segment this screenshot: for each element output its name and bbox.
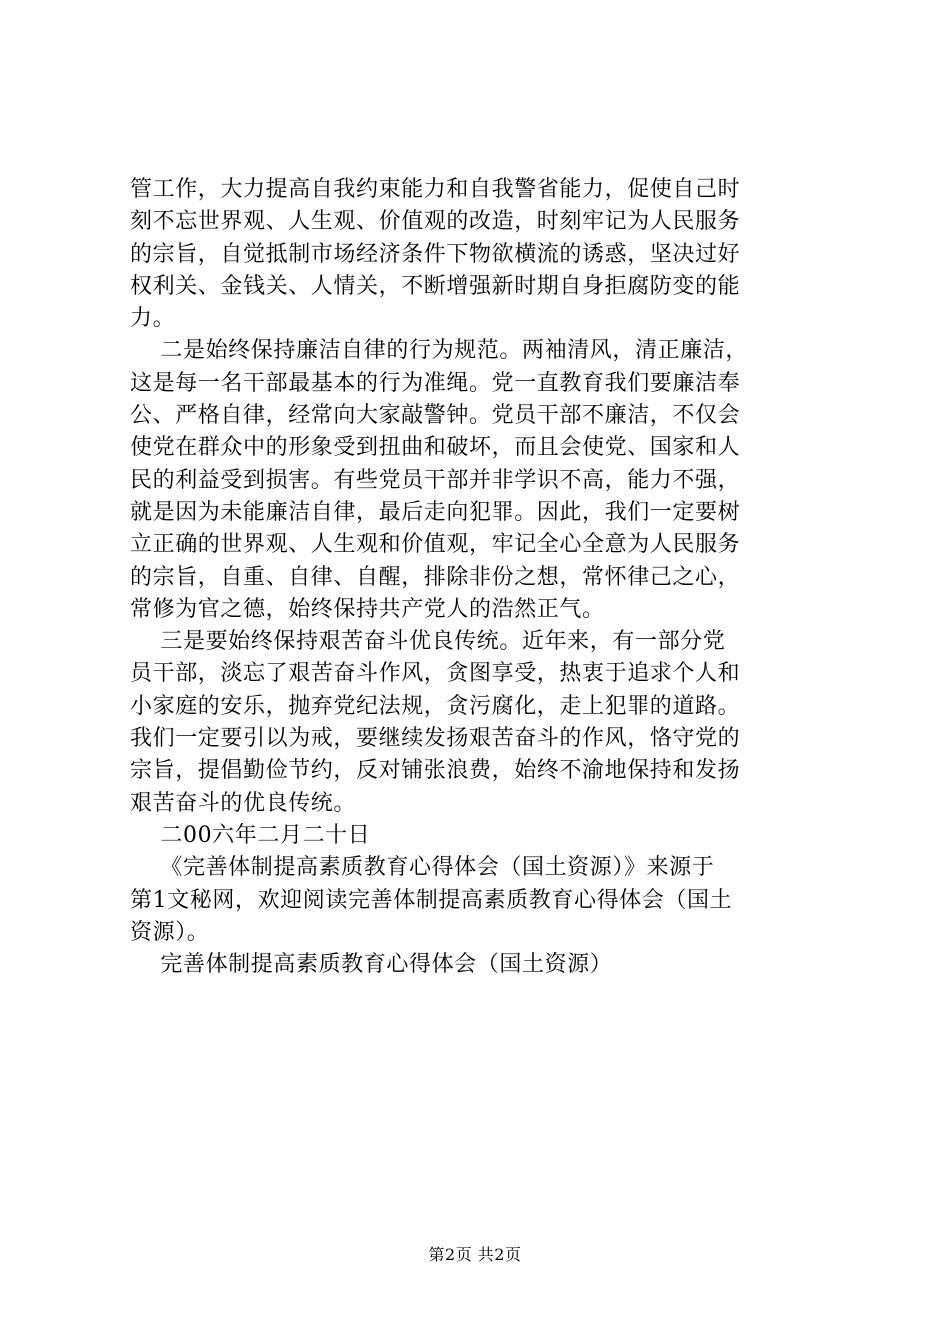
page-footer: 第2页 共2页 [428, 1245, 522, 1264]
text-line: 完善体制提高素质教育心得体会（国土资源） [130, 952, 613, 978]
text-line: 三是要始终保持艰苦奋斗优良传统。近年来，有一部分党 [130, 629, 726, 655]
text-line: 刻不忘世界观、人生观、价值观的改造，时刻牢记为人民服务 [130, 209, 741, 235]
text-line: 权利关、金钱关、人情关，不断增强新时期自身拒腐防变的能 [130, 273, 741, 299]
text-line: 管工作，大力提高自我约束能力和自我警省能力，促使自己时 [130, 177, 741, 202]
date-line: 二00六年二月二十日 [130, 822, 371, 848]
text-line: 公、严格自律，经常向大家敲警钟。党员干部不廉洁，不仅会 [130, 403, 741, 429]
text-line: 二是始终保持廉洁自律的行为规范。两袖清风，清正廉洁， [130, 338, 748, 364]
text-line: 使党在群众中的形象受到扭曲和破坏，而且会使党、国家和人 [130, 435, 741, 461]
document-body [130, 174, 850, 981]
text-line: 这是每一名干部最基本的行为准绳。党一直教育我们要廉洁奉 [130, 370, 741, 396]
text-line: 宗旨，提倡勤俭节约，反对铺张浪费，始终不渝地保持和发扬 [130, 758, 741, 784]
text-line: 的宗旨，自重、自律、自醒，排除非份之想，常怀律己之心， [130, 564, 741, 590]
text-line: 资源）。 [130, 919, 210, 945]
text-line: 立正确的世界观、人生观和价值观，牢记全心全意为人民服务 [130, 532, 741, 558]
text-line: 民的利益受到损害。有些党员干部并非学识不高，能力不强， [130, 467, 741, 493]
text-line: 艰苦奋斗的优良传统。 [130, 790, 357, 816]
text-line: 力。 [130, 306, 176, 332]
text-line: 《完善体制提高素质教育心得体会（国土资源）》来源于 [130, 855, 715, 881]
text-line: 的宗旨，自觉抵制市场经济条件下物欲横流的诱惑，坚决过好 [130, 241, 741, 267]
text-line: 小家庭的安乐，抛弃党纪法规，贪污腐化，走上犯罪的道路。 [130, 693, 741, 719]
text-line: 就是因为未能廉洁自律，最后走向犯罪。因此，我们一定要树 [130, 499, 741, 525]
text-line: 员干部，淡忘了艰苦奋斗作风，贪图享受，热衷于追求个人和 [130, 661, 741, 687]
text-line: 常修为官之德，始终保持共产党人的浩然正气。 [130, 596, 605, 622]
text-line: 我们一定要引以为戒，要继续发扬艰苦奋斗的作风，恪守党的 [130, 726, 741, 752]
text-line: 第1文秘网，欢迎阅读完善体制提高素质教育心得体会（国土 [130, 887, 733, 913]
